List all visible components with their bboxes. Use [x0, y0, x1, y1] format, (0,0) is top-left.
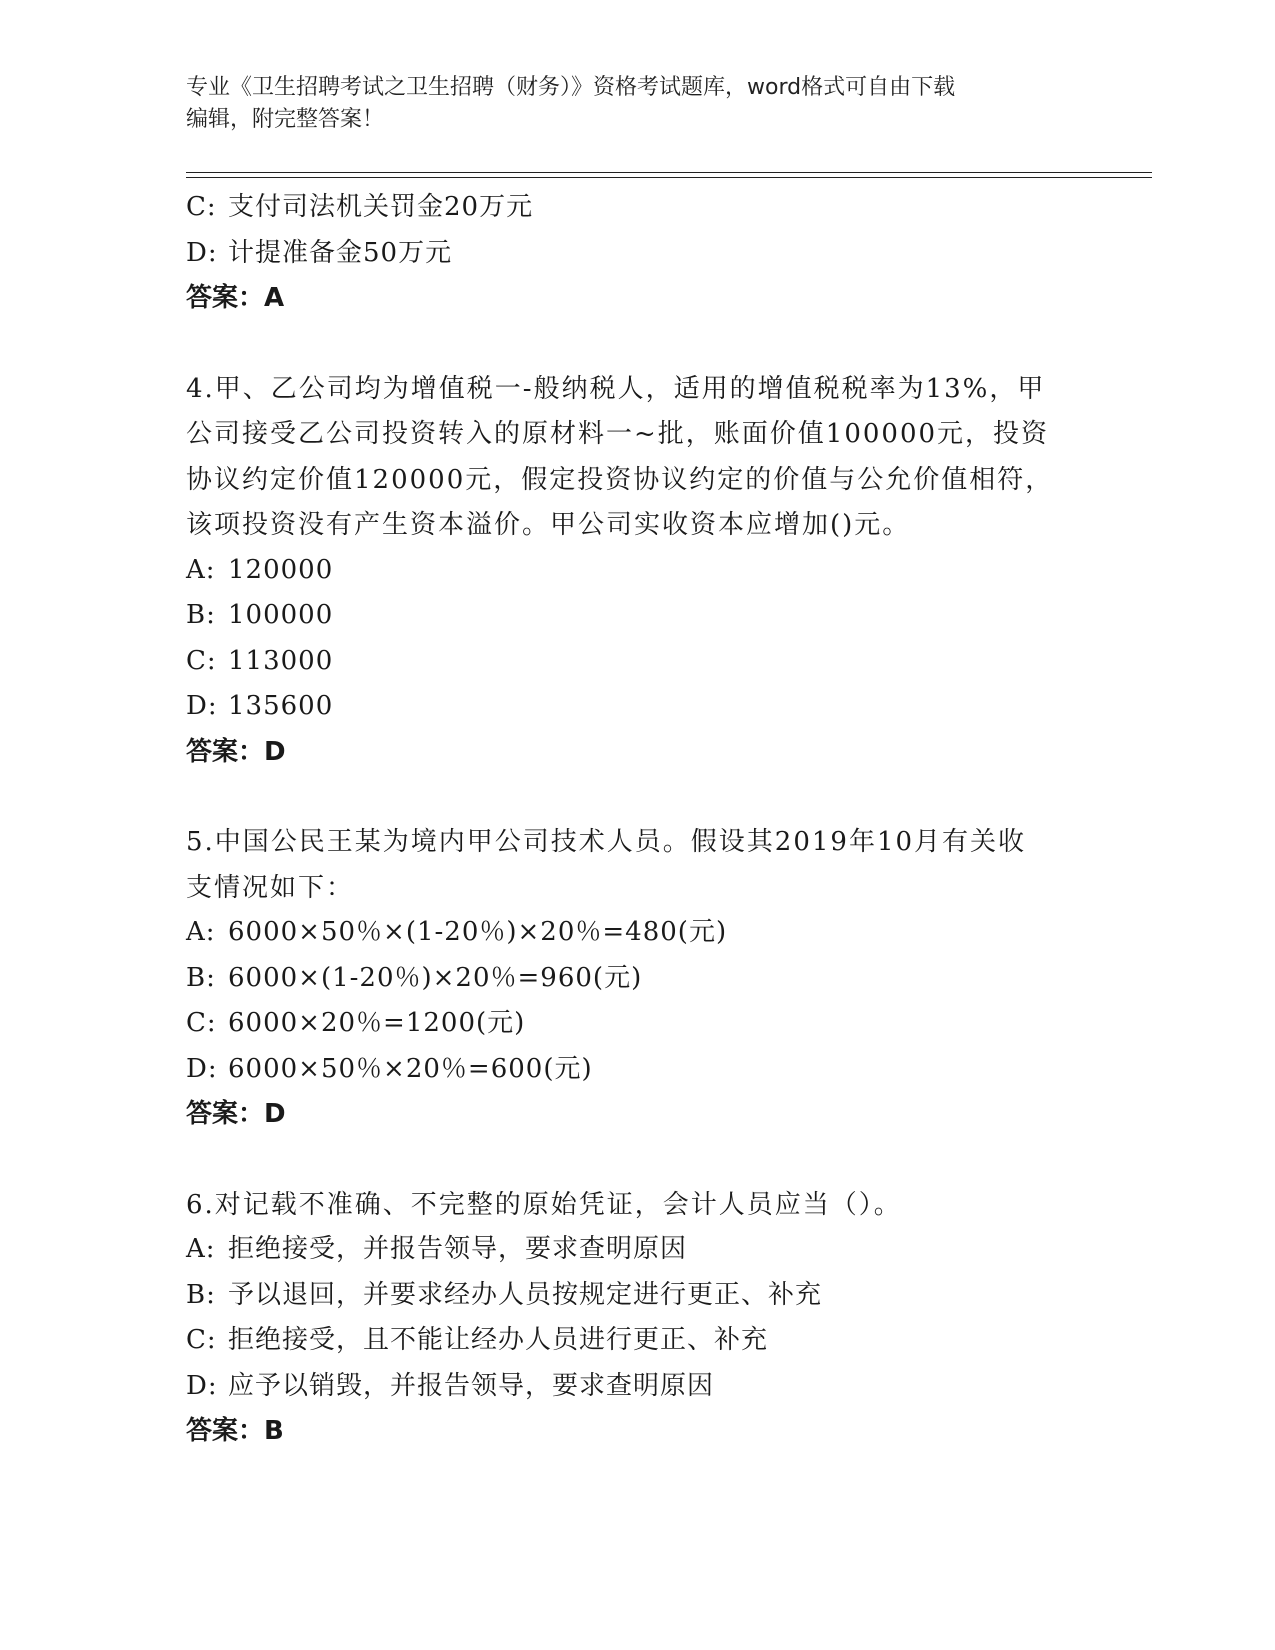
option-b	[186, 593, 1086, 639]
option-b	[186, 956, 1086, 1002]
option-a	[186, 910, 1086, 956]
header-title-line-2: 编辑，附完整答案！	[186, 107, 385, 132]
question-6	[186, 1182, 1086, 1455]
option-d	[186, 1047, 1086, 1093]
answer-line: 答案：A	[186, 283, 285, 313]
option-text: 支付司法机关罚金20万元	[228, 192, 534, 222]
option-text: 135600	[228, 691, 334, 721]
option-label: D:	[186, 1053, 218, 1084]
option-label: A:	[186, 917, 216, 947]
question-stem-line: 4.甲、乙公司均为增值税一-般纳税人，适用的增值税税率为13%，甲	[186, 373, 1046, 404]
option-label: C:	[186, 1325, 217, 1355]
option-label: C:	[186, 645, 217, 676]
answer-line: 答案：D	[186, 1099, 286, 1129]
question-5	[186, 819, 1086, 1138]
option-c	[186, 1318, 1086, 1364]
option-label: D:	[186, 691, 218, 721]
option-text: 100000	[228, 600, 334, 630]
header-title-line-1: 专业《卫生招聘考试之卫生招聘（财务）》资格考试题库，word格式可自由下载	[186, 75, 956, 100]
option-text: 6000×20％=1200(元)	[228, 1008, 526, 1038]
question-stem-line: 该项投资没有产生资本溢价。甲公司实收资本应增加()元。	[186, 510, 911, 540]
option-label: C:	[186, 192, 217, 222]
document-header	[186, 72, 1086, 136]
option-label: B:	[186, 1279, 216, 1310]
option-text: 6000×(1-20％)×20％=960(元)	[228, 962, 643, 993]
option-d	[186, 231, 1086, 277]
header-divider-top	[186, 172, 1152, 173]
question-3-tail	[186, 185, 1086, 322]
option-a	[186, 548, 1086, 594]
option-text: 计提准备金50万元	[228, 237, 453, 268]
option-c	[186, 185, 1086, 231]
question-stem-line: 公司接受乙公司投资转入的原材料一~批，账面价值100000元，投资	[186, 419, 1050, 449]
option-text: 6000×50％×(1-20％)×20％=480(元)	[228, 917, 728, 947]
option-b	[186, 1273, 1086, 1319]
option-c	[186, 1001, 1086, 1047]
answer-line: 答案：D	[186, 736, 286, 767]
option-text: 113000	[228, 645, 334, 676]
option-text: 120000	[228, 554, 334, 585]
option-text: 应予以销毁，并报告领导，要求查明原因	[228, 1370, 715, 1401]
option-label: D:	[186, 237, 218, 268]
option-label: B:	[186, 962, 216, 993]
option-c	[186, 639, 1086, 685]
option-a	[186, 1227, 1086, 1273]
option-label: B:	[186, 600, 216, 630]
option-text: 拒绝接受，且不能让经办人员进行更正、补充	[228, 1325, 769, 1355]
option-text: 6000×50％×20％=600(元)	[228, 1053, 593, 1084]
question-stem-line: 5.中国公民王某为境内甲公司技术人员。假设其2019年10月有关收	[186, 827, 1027, 857]
question-body	[186, 185, 1086, 1455]
option-label: A:	[186, 554, 216, 585]
option-label: C:	[186, 1008, 217, 1038]
option-d	[186, 1364, 1086, 1410]
question-stem-line: 支情况如下：	[186, 872, 355, 903]
question-stem-line: 协议约定价值120000元，假定投资协议约定的价值与公允价值相符，	[186, 464, 1054, 495]
answer-line: 答案：B	[186, 1416, 284, 1446]
option-text: 予以退回，并要求经办人员按规定进行更正、补充	[228, 1279, 823, 1310]
question-4	[186, 366, 1086, 776]
header-divider-bottom	[186, 177, 1152, 178]
question-stem-line: 6.对记载不准确、不完整的原始凭证，会计人员应当（）。	[186, 1189, 902, 1220]
option-label: A:	[186, 1234, 216, 1264]
option-text: 拒绝接受，并报告领导，要求查明原因	[228, 1234, 688, 1264]
option-label: D:	[186, 1370, 218, 1401]
option-d	[186, 684, 1086, 730]
